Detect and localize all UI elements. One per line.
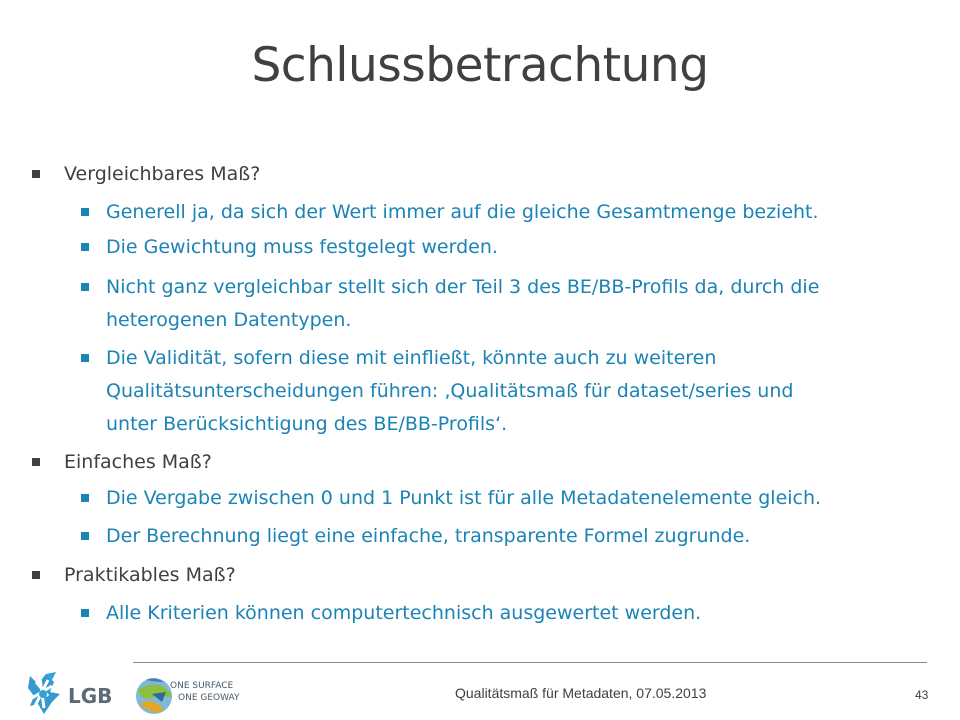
slide-title: Schlussbetrachtung — [251, 38, 709, 93]
bullet-text: Vergleichbares Maß? — [64, 163, 261, 185]
bullet-item — [64, 559, 236, 592]
bullet-item — [64, 158, 260, 191]
square-bullet-icon — [81, 494, 89, 502]
sub-bullet-item — [106, 231, 926, 264]
sub-bullet-item — [106, 520, 926, 553]
one-geoway-text: ONE GEOWAY — [178, 693, 240, 703]
sub-bullet-text-line: Die Validität, sofern diese mit einfließt, könnte auch zu weiteren — [106, 347, 717, 369]
sub-bullet-text: Der Berechnung liegt eine einfache, transparente Formel zugrunde. — [106, 525, 751, 547]
square-bullet-icon — [32, 571, 40, 579]
square-bullet-icon — [81, 243, 89, 251]
sub-bullet-item — [106, 482, 926, 515]
sub-bullet-text-line: Qualitätsunterscheidungen führen: ‚Qualitätsmaß für dataset/series und — [106, 380, 794, 402]
one-surface-text: ONE SURFACE — [170, 681, 234, 691]
bullet-text: Einfaches Maß? — [64, 451, 212, 473]
sub-bullet-item — [106, 196, 926, 229]
footer-divider — [133, 662, 927, 663]
one-surface-globe-icon — [136, 678, 172, 714]
footer-caption: Qualitätsmaß für Metadaten, 07.05.2013 — [455, 685, 707, 701]
square-bullet-icon — [32, 458, 40, 466]
square-bullet-icon — [81, 208, 89, 216]
lgb-emblem-icon — [28, 672, 60, 714]
lgb-logo — [26, 668, 128, 720]
bullet-text: Praktikables Maß? — [64, 564, 236, 586]
sub-bullet-text-line: unter Berücksichtigung des BE/BB-Profils‘. — [106, 413, 508, 435]
square-bullet-icon — [81, 532, 89, 540]
sub-bullet-text-line: Nicht ganz vergleichbar stellt sich der Teil 3 des BE/BB-Profils da, durch die — [106, 276, 820, 298]
page-number: 43 — [915, 688, 929, 702]
sub-bullet-text: Die Vergabe zwischen 0 und 1 Punkt ist für alle Metadatenelemente gleich. — [106, 487, 822, 509]
square-bullet-icon — [81, 609, 89, 617]
sub-bullet-text: Generell ja, da sich der Wert immer auf die gleiche Gesamtmenge bezieht. — [106, 201, 819, 223]
sub-bullet-text-line: heterogenen Datentypen. — [106, 309, 352, 331]
sub-bullet-item — [106, 597, 926, 630]
one-surface-logo — [132, 668, 252, 720]
sub-bullet-text: Die Gewichtung muss festgelegt werden. — [106, 236, 498, 258]
lgb-logo-text: LGB — [68, 684, 113, 708]
square-bullet-icon — [81, 354, 89, 362]
bullet-item — [64, 446, 212, 479]
sub-bullet-item — [106, 342, 926, 441]
sub-bullet-text: Alle Kriterien können computertechnisch ausgewertet werden. — [106, 602, 702, 624]
sub-bullet-item — [106, 271, 926, 337]
square-bullet-icon — [32, 170, 40, 178]
square-bullet-icon — [81, 283, 89, 291]
